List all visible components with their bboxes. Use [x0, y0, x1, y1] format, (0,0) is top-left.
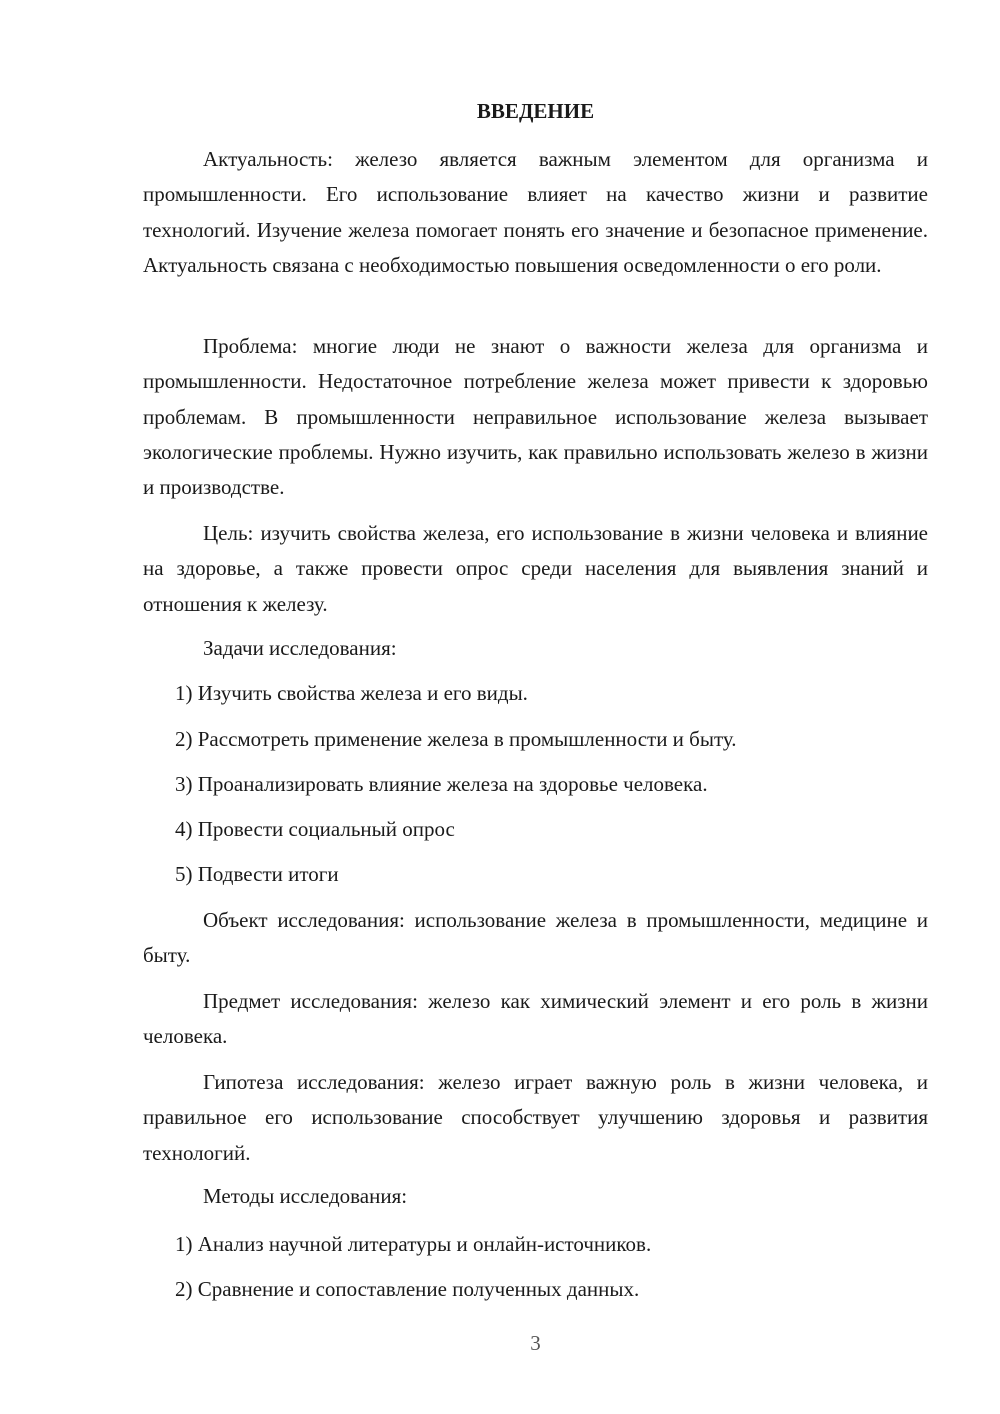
- task-item-5: 5) Подвести итоги: [175, 862, 339, 886]
- problem-paragraph: Проблема: многие люди не знают о важности железа для организма и промышленности. Недостаточное потребление железа может привести к здоровью проблемам. В промышленности неправильное использование железа вызывает экологические проблемы. Нужно изучить, как правильно использовать железо в жизни и производстве.: [143, 334, 928, 500]
- task-item-3: 3) Проанализировать влияние железа на здоровье человека.: [175, 772, 708, 796]
- document-page: [143, 0, 928, 1414]
- hypothesis-paragraph: Гипотеза исследования: железо играет важную роль в жизни человека, и правильное его использование способствует улучшению здоровья и развития технологий.: [143, 1070, 928, 1165]
- task-item-2: 2) Рассмотреть применение железа в промышленности и быту.: [175, 727, 737, 751]
- methods-intro: Методы исследования:: [203, 1184, 408, 1208]
- task-item-1: 1) Изучить свойства железа и его виды.: [175, 681, 528, 705]
- object-paragraph: Объект исследования: использование железа в промышленности, медицине и быту.: [143, 908, 928, 968]
- method-item-2: 2) Сравнение и сопоставление полученных данных.: [175, 1277, 640, 1301]
- goal-paragraph: Цель: изучить свойства железа, его использование в жизни человека и влияние на здоровье, а также провести опрос среди населения для выявления знаний и отношения к железу.: [143, 521, 928, 616]
- method-item-1: 1) Анализ научной литературы и онлайн-источников.: [175, 1232, 652, 1256]
- task-item-4: 4) Провести социальный опрос: [175, 817, 455, 841]
- tasks-intro: Задачи исследования:: [203, 636, 397, 660]
- page-number: 3: [530, 1331, 541, 1355]
- relevance-paragraph: Актуальность: железо является важным элементом для организма и промышленности. Его использование влияет на качество жизни и развитие технологий. Изучение железа помогает понять его значение и безопасное применение. Актуальность связана с необходимостью повышения осведомленности о его роли.: [143, 147, 928, 277]
- subject-paragraph: Предмет исследования: железо как химический элемент и его роль в жизни человека.: [143, 989, 928, 1049]
- page-title: ВВЕДЕНИЕ: [476, 99, 595, 123]
